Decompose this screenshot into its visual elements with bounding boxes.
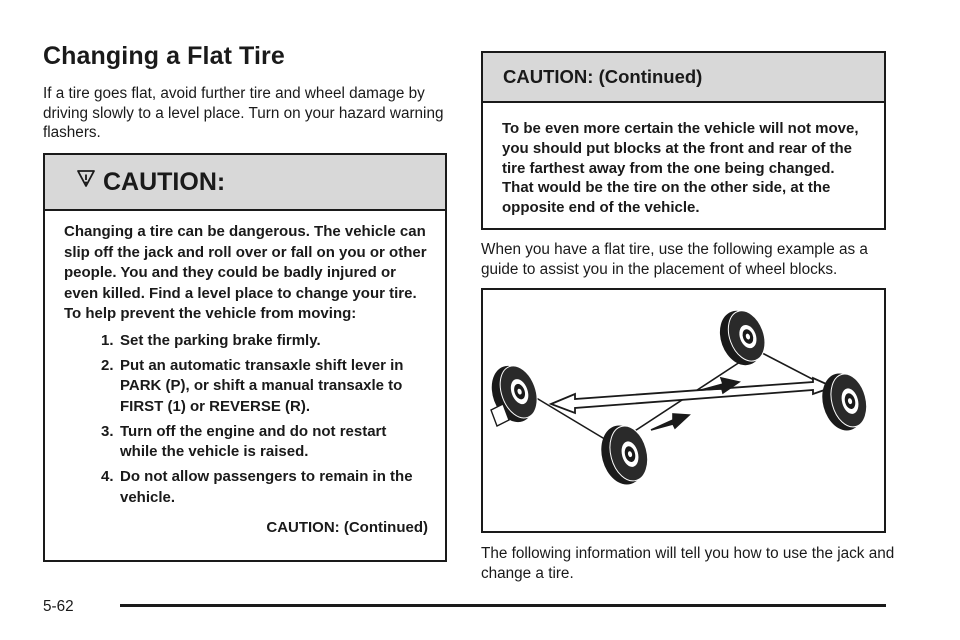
caution-steps bbox=[64, 331, 427, 509]
page-number: 5-62 bbox=[43, 598, 74, 615]
caution-box bbox=[43, 153, 447, 562]
caution-step bbox=[64, 422, 427, 463]
caution-paragraph: Changing a tire can be dangerous. The vehicle can slip off the jack and roll over or fall on you or other people. You and they could be badly injured or even killed. Find a level place to change your tire. To help prevent the vehicle from moving: bbox=[64, 223, 427, 322]
front-right-tire bbox=[595, 420, 654, 490]
caution-step bbox=[64, 331, 427, 352]
caution-body bbox=[45, 211, 445, 539]
step-text: Do not allow passengers to remain in the vehicle. bbox=[120, 468, 413, 506]
caution-continued-note: CAUTION: (Continued) bbox=[266, 519, 428, 536]
caution-title: CAUTION: bbox=[103, 167, 226, 196]
footer-rule bbox=[120, 604, 886, 607]
caution-continued-paragraph: To be even more certain the vehicle will not move, you should put blocks at the front and rear of the tire farthest away from the one being changed. That would be the tire on the other side, at the opposite end of the vehicle. bbox=[502, 120, 859, 217]
caution-step bbox=[64, 356, 427, 418]
step-text: Put an automatic transaxle shift lever in PARK (P), or shift a manual transaxle to FIRST (1) or REVERSE (R). bbox=[120, 356, 404, 415]
caution-continued-header bbox=[483, 53, 884, 103]
page-title: Changing a Flat Tire bbox=[43, 42, 285, 70]
caution-step bbox=[64, 467, 427, 508]
rear-left-tire bbox=[713, 304, 773, 371]
diagonal-arrow bbox=[551, 378, 833, 413]
step-number: 1. bbox=[101, 331, 114, 349]
rear-right-tire bbox=[816, 368, 873, 435]
step-text: Turn off the engine and do not restart while the vehicle is raised. bbox=[120, 422, 387, 460]
guide-paragraph: When you have a flat tire, use the following example as a guide to assist you in the placement of wheel blocks. bbox=[481, 241, 868, 278]
caution-header bbox=[45, 155, 445, 211]
step-text: Set the parking brake firmly. bbox=[120, 331, 321, 349]
step-number: 2. bbox=[101, 356, 114, 374]
wheel-block-diagram bbox=[483, 290, 884, 531]
follow-paragraph: The following information will tell you how to use the jack and change a tire. bbox=[481, 545, 895, 582]
intro-paragraph: If a tire goes flat, avoid further tire and wheel damage by driving slowly to a level place. Turn on your hazard warning flashers. bbox=[43, 85, 444, 141]
caution-continued-title: CAUTION: (Continued) bbox=[503, 66, 703, 87]
step-number: 3. bbox=[101, 422, 114, 440]
warning-triangle-icon bbox=[75, 168, 97, 190]
caution-continued-body bbox=[483, 103, 884, 218]
caution-continued-box bbox=[481, 51, 886, 230]
wheel-block-illustration bbox=[481, 288, 886, 533]
step-number: 4. bbox=[101, 468, 114, 485]
